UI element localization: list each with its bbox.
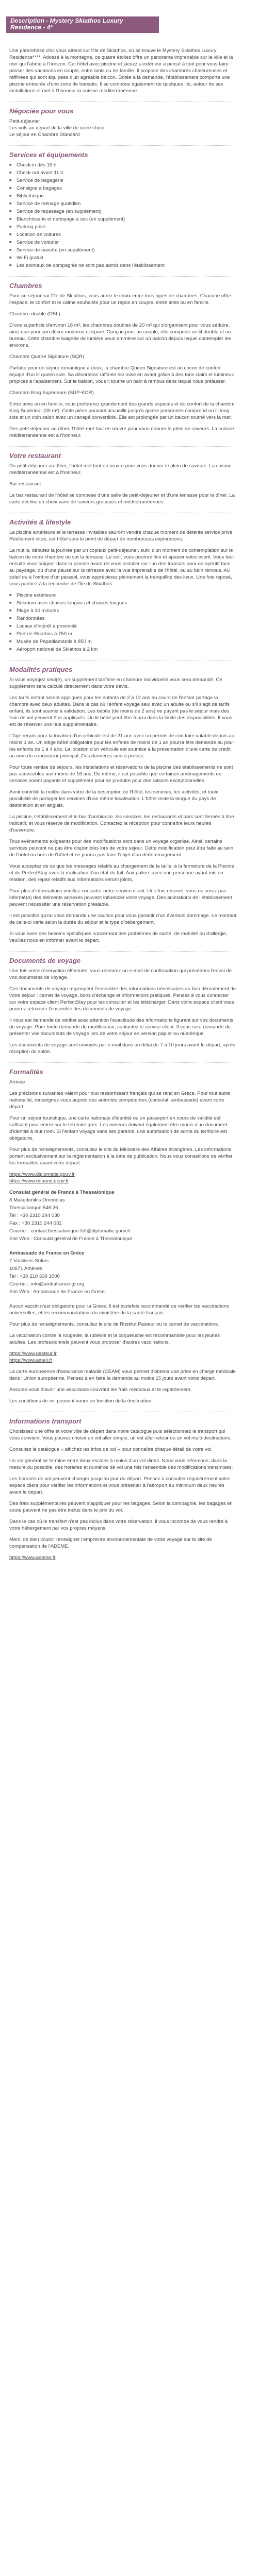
- transport-paragraph: Les horaires de vol peuvent changer jusqu'au jour du départ. Pensez à consulter régulièrement votre espace client pour vérifier les informations et vous présenter à l'aéroport au minimum deux heures avant le départ.: [9, 1476, 230, 1495]
- list-item: ■ Piscine extérieure: [9, 592, 236, 599]
- address-line: Courriel : contact.thessalonique-fslt@diplomatie.gouv.fr: [9, 1228, 131, 1234]
- health-paragraph: La carte européenne d'assurance maladie (CEAM) vous permet d'obtenir une prise en charge médicale dans l'Union européenne. Pensez à en faire la demande au moins 15 jours avant votre départ.: [9, 1369, 236, 1381]
- room-description: Entre amis ou en famille, vous préférerez grandement des grands espaces et du confort de la chambre King Supérieur (30 m²). Cette pièce pouvant accueillir jusqu'à quatre personnes comprend un lit king size et un coin salon avec un canapé convertible. Elle est prolongée par un balcon tourné vers la mer.: [9, 401, 235, 420]
- documents-paragraph: Une fois votre réservation effectuée, vous recevrez un e-mail de confirmation qui précédera l'envoi de vos documents de voyage.: [9, 968, 232, 980]
- list-item: ■ Locaux d'intérêt à proximité: [9, 623, 236, 630]
- content: [9, 47, 236, 1566]
- list-item: ■ Blanchisserie et nettoyage à sec (en supplément): [9, 216, 236, 223]
- address-line: 10671 Athènes: [9, 1266, 43, 1272]
- modalites-paragraph: La piscine, l'établissement et le bar d'ambiance, les services, les restaurants et bars sont fermés à titre indicatif, et vous réserve de modification. Contactez la réception pour connaître leurs heures d'ouverture.: [9, 814, 234, 833]
- list-item: ■ Les animaux de compagnie ne sont pas admis dans l'établissement: [9, 262, 236, 269]
- restaurant-paragraph: Le bar restaurant de l'hôtel se compose d'une salle de petit-déjeuner et d'une terrasse pour le dîner. La carte décline un choix varié de saveurs grecques et méditerranéennes.: [9, 493, 235, 505]
- section-title-transport: Informations transport: [9, 1417, 82, 1425]
- ambassade-address: [9, 1250, 236, 1295]
- section-title-formalites: Formalités: [9, 1068, 43, 1076]
- consulat-title: Consulat général de France à Thessalonique: [9, 1190, 115, 1195]
- formalites-paragraph: Pour un séjour touristique, une carte nationale d'identité ou un passeport en cours de validité est suffisant pour entrer sur le territoire grec. Les mineurs doivent également être munis d'un document d'identité à leur nom. Si l'enfant voyage sans ses parents, une autorisation de sortie du territoire est obligatoire.: [9, 1115, 227, 1141]
- modalites-paragraph: Vous acceptez de ce que les messages relatifs au changement de la taille, à la fermeture de la Piscine et de PerfectStay avec la réalisation d'un état de fait. Aux paliers avec une personne ayant mis en relation, des repas relatifs aux informations seront joints.: [9, 863, 234, 883]
- diplomatie-link[interactable]: https://www.diplomatie.gouv.fr: [9, 1172, 75, 1177]
- documents-paragraph: Il vous est demandé de vérifier avec attention l'exactitude des informations figurant sur vos documents de voyage. Pour toute demande de modification, contactez le service client. Il vous sera demandé de présenter vos documents de voyage lors de votre séjour en version papier ou numérique.: [9, 1018, 234, 1037]
- address-line: Fax : +30 2310 244 032: [9, 1221, 62, 1226]
- section-title-modalites: Modalités pratiques: [9, 666, 73, 673]
- ademe-link[interactable]: https://www.ademe.fr: [9, 1555, 56, 1561]
- page-title-line-1: Description - Mystery Skiathos Luxury: [10, 17, 123, 24]
- transport-paragraph: Consultez le catalogue « affichez les infos de vol » pour connaître chaque détail de votre vol.: [9, 1447, 213, 1452]
- modalites-paragraph: Avoir contrôlé la nuitée dans votre de la description de l'hôtel, les services, les activités, et toute possibilité de partager les services d'une même localisation. L'hôtel reste la langue du pays de destination et en anglais.: [9, 789, 219, 808]
- address-line: Tel : +30 2310 244 030: [9, 1213, 60, 1218]
- formalites-subtitle: Arrivée: [9, 1079, 25, 1085]
- intro-paragraph: Une parenthèse chic vous attend sur l'île de Skiathos, où se trouve le Mystery Skiathos Luxury Residence****. Adossé à la montagne, ce quatre étoiles offre un panorama imprenable sur la ville et la mer qui l'abrite à l'horizon. Cet hôtel avec piscine et jacuzzis extérieur a pensé à tout pour vous faire passer des vacances en couple, entre amis ou en famille. Il propose des chambres chaleureuses et raffinées qui sont équipées d'un agréable balcon. Dotée à la demande, l'établissement comporte une piscine entourée d'une zone de transats. Il se compose également de quelques lits, autour de ses installations et met à l'honneur la cuisine méditerranéenne.: [9, 48, 233, 94]
- modalites-paragraph: L'âge requis pour la location d'un véhicule est de 21 ans avec un permis de conduire valable depuis au moins 1 an. Un siège bébé obligatoire pour les enfants de moins de 1 an pourra être demandé ou pour les enfants de 1 à 4 ans. La location d'un véhicule est soumise à la présentation d'une carte de crédit au nom du conducteur principal. Ces dernières sont à prévoir.: [9, 733, 235, 759]
- transport-footer: Merci de bien vouloir renseigner l'empreinte environnementale de votre voyage sur le site de compensation de l'ADEME.: [9, 1537, 212, 1549]
- list-item: ■ Location de voitures: [9, 231, 236, 238]
- list-item: ■ Solarium avec chaises longues et chaises longues: [9, 600, 236, 606]
- formalites-links: [9, 1171, 236, 1184]
- room-description: Parfaite pour un séjour romantique à deux, la chambre Queen Signature est un cocon de confort équipé d'un lit queen size. Sa décoration raffinée est mise en avant grâce à des tons clairs et lumineux propices à l'apaisement. Sur le balcon, vous il tourne un bain à remous dans lequel vous prélasser.: [9, 365, 234, 384]
- section-title-restaurant: Votre restaurant: [9, 452, 61, 460]
- list-item: ■ Musée de Papadiamantis à 850 m: [9, 638, 236, 645]
- modalites-paragraph: Les tarifs enfant seront appliqués pour les enfants de 2 à 12 ans au cours de l'enfant partage la chambre avec deux adultes. Dans le cas où l'enfant voyage seul avec un adulte ou s'il s'agit de tarifs enfant, ils sont soumis à validation. Les bébés (de moins de 2 ans) ne payent pas le séjour mais des frais de vol peuvent être appliqués. Un lit bébé peut être fourni dans la limite des disponibilités. Il vous est de réserver une nuit supplémentaire.: [9, 695, 232, 727]
- divider: [9, 145, 236, 146]
- divider: [9, 101, 236, 102]
- modalites-paragraph: Il est possible qu'on vous demande une caution pour vous garantir d'un éventuel dommage. Le montant de celle-ci varie selon la durée du séjour et le type d'hébergement.: [9, 913, 236, 925]
- address-line: Tel : +30 210 339 1000: [9, 1274, 60, 1279]
- page-title-line-2: Residence - 4*: [10, 24, 53, 31]
- health-paragraph: Aucun vaccin n'est obligatoire pour la Grèce. Il est toutefois recommandé de vérifier les vaccinations universelles, et les recommandations du ministère de la santé français.: [9, 1303, 229, 1316]
- negocies-list: [9, 118, 236, 138]
- pasteur-link[interactable]: https://www.pasteur.fr: [9, 1351, 57, 1357]
- health-paragraph: Assurez-vous d'avoir une assurance couvrant les frais médicaux et le rapatriement.: [9, 1387, 192, 1393]
- health-paragraph: La vaccination contre la rougeole, la rubéole et la coqueluche est recommandée pour les jeunes adultes. Les professionnels peuvent vous proposer d'autres vaccinations.: [9, 1333, 220, 1345]
- documents-paragraph: Les documents de voyage sont envoyés par e-mail dans un délai de 7 à 10 jours avant le départ, après réception du solde.: [9, 1042, 235, 1055]
- list-item: ■ Wi-Fi gratuit: [9, 255, 236, 261]
- room-name: Chambre King Supérieure (SUP-KOR): [9, 390, 94, 396]
- modalites-paragraph: Si vous voyagez seul(e), un supplément tarifaire en chambre individuelle vous sera demandé. Ce supplément sera calculé directement dans votre devis.: [9, 677, 222, 689]
- room-name: Chambre double (DBL): [9, 311, 60, 317]
- address-line: 8 Makedonikis Omonoias: [9, 1197, 65, 1203]
- list-item: ■ Port de Skiathos à 750 m: [9, 631, 236, 637]
- section-title-negocies: Négociés pour vous: [9, 107, 74, 115]
- section-title-services: Services et équipements: [9, 151, 88, 159]
- services-list: [9, 162, 236, 269]
- address-line: 7 Vasilissis Sofias: [9, 1258, 49, 1264]
- list-item: ■ Bibliothèque: [9, 193, 236, 199]
- health-links: [9, 1350, 236, 1364]
- room-description: D'une superficie d'environ 18 m², les chambres doubles de 20 m² qui s'organisent pour vous séduire, ainsi que pour son décor moderne et épuré. Conçue pour un couple, elle comporte un lit double et un bureau. Cette chambre baignée de lumière vous emmène sur un balcon depuis lequel contempler les environs.: [9, 323, 231, 348]
- health-paragraph: Pour plus de renseignements, consultez le site de l'Institut Pasteur ou le carnet de vaccinations.: [9, 1321, 219, 1327]
- room-name: Chambre Quatre Signature (SQR): [9, 354, 85, 360]
- divider: [9, 1062, 236, 1063]
- list-item: ■ Service de bagagerie: [9, 177, 236, 184]
- transport-paragraph: Des frais supplémentaires peuvent s'appliquer pour les bagages. Selon la compagnie, les bagages en soute peuvent ne pas être inclus dans le prix du vol.: [9, 1501, 233, 1513]
- modalites-paragraph: Pour plus d'informations veuillez contacter notre service client. Une fois réservé, vous ne serez pas informé(e) des éléments annexes pouvant influencer votre voyage. Des animations de l'établissement peuvent nécessiter une réservation préalable.: [9, 888, 232, 907]
- negocies-line: Les vols au départ de la ville de votre choix: [9, 125, 104, 131]
- consulat-address: [9, 1189, 236, 1242]
- transport-paragraph: Un vol général se termine entre deux escales à moins d'un vol direct. Nous vous informons, dans la mesure du possible, des horaires et numéros de vol une fois l'ensemble des modifications transmises.: [9, 1458, 233, 1470]
- transport-paragraph: Choisissez une offre et votre ville de départ dans notre catalogue puis sélectionnez le transport qui vous convient. Vous pouvez choisir un vol aller simple, un vol aller-retour ou un vol multi-destinations.: [9, 1429, 232, 1441]
- formalites-paragraph: Les précisions suivantes valent pour tout ressortissant français qui se rend en Grèce. Pour tout autre nationalité, renseignez-vous auprès des autorités compétentes (consulat, ambassade) avant votre départ.: [9, 1091, 230, 1110]
- section-title-chambres: Chambres: [9, 282, 42, 290]
- page-title-banner: [6, 16, 159, 33]
- documents-paragraph: Ces documents de voyage regroupent l'ensemble des informations nécessaires au bon déroulement de votre séjour : carnet de voyage, bons d'échange et informations pratiques. Pensez à vous connecter sur votre espace client PerfectStay pour les consulter et les télécharger. Dans votre espace client vous pourrez retrouver l'ensemble des documents de voyage.: [9, 986, 236, 1012]
- section-title-documents: Documents de voyage: [9, 957, 80, 964]
- address-line: Site Web : Ambassade de France en Grèce: [9, 1289, 105, 1295]
- list-item: ■ Consigne à bagages: [9, 185, 236, 192]
- list-item: ■ Parking privé: [9, 224, 236, 230]
- activites-list: [9, 592, 236, 653]
- modalites-paragraph: Tous évènements exigeants pour des modifications sont dans un voyage organisé. Ainsi, certains services peuvent ne pas être disponibles lors de votre séjour. Cette modification peut être faite au sein de l'hôtel ou hors de l'hôtel et ne pourra pas faire l'objet d'un dédommagement.: [9, 839, 234, 858]
- list-item: ■ Randonnées: [9, 615, 236, 622]
- modalites-paragraph: Pour toute remise de séjours, les installations et réservations de la piscine des établissements ne sont pas accessibles aux moins de 16 ans. De même, il est possible que certaines aménagements ou services soient payants et supplément pour se produire pour des raisons exceptionnelles.: [9, 765, 233, 784]
- list-item: ■ Aéroport national de Skiathos à 2 km: [9, 646, 236, 653]
- divider: [9, 446, 236, 447]
- negocies-line: Le séjour en Chambre Standard: [9, 132, 80, 138]
- bar-restaurant-label: Bar-restaurant: [9, 481, 41, 487]
- formalites-paragraph: Pour plus de renseignements, consultez le site du Ministère des Affaires étrangères. Les informations portent exclusivement sur la réglementation à la date de publication. Nous vous conseillons de vérifier les formalités avant votre départ.: [9, 1147, 233, 1166]
- list-item: ■ Plage à 10 minutes: [9, 607, 236, 614]
- activites-paragraph: La mutlis, débutez la journée par un copieux petit-déjeuner, suivi d'un moment de contemplation sur le balcon de votre chambre ou sur la terrasse. Le soir, vous pourrez finir et apaiser votre esprit. Vous tout ensuite vous baigner dans la piscine avant de vous installer sur l'un des transats pour un apéritif face au paysage, ou d'une pause sur la terrasse avec la vue imprenable de l'hôtel, ou au bain remous. Au soleil ou à l'ombre d'un parasol, vous apprécierez pleinement la tranquillité des lieux. Une fois reposé, vous partirez à la rencontre de l'île de Skiathos.: [9, 548, 234, 587]
- activites-paragraph: La piscine extérieure et la terrasse invitables sauront vendre chaque moment de détente service privé. Réellement situé, cet hôtel sera le point de départ de nombreuses explorations.: [9, 530, 234, 542]
- modalites-paragraph: Si vous avez des besoins spécifiques concernant des problèmes de santé, de mobilité ou d'allergie, veuillez nous en informer avant le départ.: [9, 931, 228, 943]
- list-item: ■ Service de navette (en supplément): [9, 247, 236, 253]
- ameli-link[interactable]: https://www.ameli.fr: [9, 1358, 53, 1363]
- list-item: ■ Check-out avant 11 h: [9, 170, 236, 176]
- list-item: ■ Check-in dès 15 h: [9, 162, 236, 168]
- ambassade-title: Ambassade de France en Grèce: [9, 1250, 85, 1256]
- section-title-activites: Activités & lifestyle: [9, 518, 71, 526]
- douane-link[interactable]: https://www.douane.gouv.fr: [9, 1178, 69, 1184]
- transport-footer-link-wrap: [9, 1554, 236, 1561]
- address-line: Thessalonique 546 26: [9, 1205, 58, 1211]
- transport-paragraph: Dans le cas où le transfert n'est pas inclus dans votre réservation, il vous incombe de vous rendre à votre hébergement par vos propres moyens.: [9, 1519, 228, 1531]
- restaurant-paragraph: Du petit-déjeuner au dîner, l'hôtel met tout en œuvre pour vous donner le plein de saveurs. La cuisine méditerranéenne est à l'honneur.: [9, 463, 232, 476]
- chambres-intro: Pour un séjour sur l'île de Skiathos, vous aurez le choix entre trois types de chambres. Chacune offre l'espace, le confort et le calme souhaités pour un repos en couple, entre amis ou en famille.: [9, 293, 231, 306]
- list-item: ■ Service de ménage quotidien: [9, 200, 236, 207]
- negocies-line: Petit-déjeuner: [9, 118, 40, 124]
- chambres-note: Des petit-déjeuner au dîner, l'hôtel met tout en œuvre pour vous donner le plein de saveurs. La cuisine méditerranéenne est à l'honneur.: [9, 426, 234, 438]
- divider: [9, 951, 236, 952]
- health-paragraph: Les conditions de vol peuvent varier en fonction de la destination.: [9, 1398, 153, 1404]
- address-line: Site Web : Consulat général de France à Thessalonique: [9, 1236, 133, 1242]
- divider: [9, 276, 236, 277]
- list-item: ■ Service de voiturier: [9, 239, 236, 246]
- list-item: ■ Service de repassage (en supplément): [9, 208, 236, 215]
- address-line: Courriel : info@ambafrance-gr.org: [9, 1281, 85, 1287]
